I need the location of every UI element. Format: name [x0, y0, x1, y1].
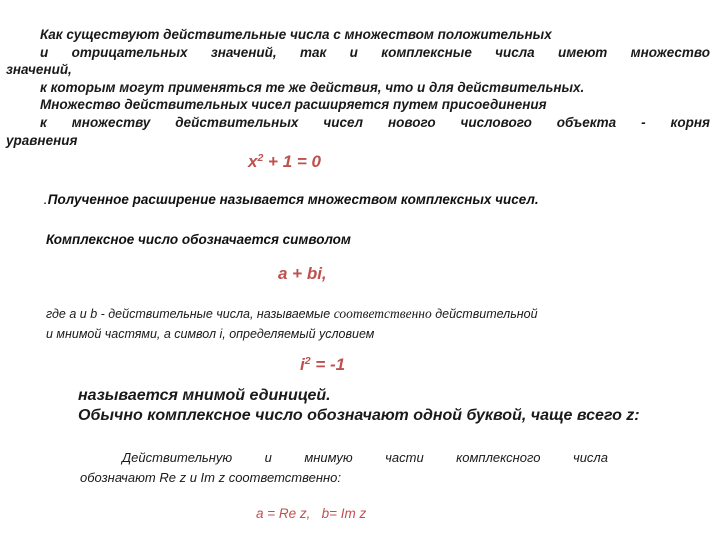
equation3-exponent: 2 — [304, 355, 311, 368]
definition-part-3: действительной — [431, 307, 538, 321]
intro-line-1: Как существуют действительные числа с множеством положительных — [40, 27, 552, 42]
intro-line-4: к которым могут применяться те же действия, что и для действительных. — [40, 79, 585, 95]
intro-paragraph — [6, 26, 710, 149]
equation-re-im: a = Re z, b= Im z — [256, 506, 367, 521]
equation-complex-form: a + bi, — [278, 264, 327, 283]
equation-imaginary-unit — [300, 355, 345, 375]
imaginary-line-2: Обычно комплексное число обозначают одной буквой, чаще всего z: — [78, 407, 640, 424]
equation1-rest: + 1 = 0 — [263, 152, 321, 171]
equation3-rest: = -1 — [310, 355, 346, 374]
intro-line-7: уравнения — [6, 132, 78, 148]
intro-line-6: к множеству действительных чисел нового числового объекта - корня — [40, 114, 710, 130]
definition-line-1 — [46, 304, 538, 324]
definition-line-2: и мнимой частями, а символ i, определяемый условием — [46, 327, 375, 341]
extension-dot: . — [44, 196, 47, 207]
intro-line-3: значений, — [6, 62, 72, 78]
intro-line-5: Множество действительных чисел расширяется путем присоединения — [40, 97, 547, 113]
parts-line-2: обозначают Re z и Im z соответственно: — [80, 470, 341, 485]
intro-line-2: и отрицательных значений, так и комплексные числа имеют множество — [40, 44, 710, 60]
imaginary-line-1: называется мнимой единицей. — [78, 387, 331, 404]
equation1-base: x — [248, 152, 258, 171]
imaginary-unit-paragraph — [78, 386, 640, 426]
parts-paragraph — [80, 448, 608, 488]
equation-x-squared — [248, 152, 321, 172]
equation1-exponent: 2 — [257, 152, 264, 165]
definition-paragraph — [46, 304, 538, 344]
extension-text: Полученное расширение называется множеством комплексных чисел. — [47, 192, 539, 207]
equation3-base: i — [300, 355, 305, 374]
definition-part-1: где a и b - действительные числа, называемые — [46, 307, 334, 321]
definition-part-2: соответственно — [333, 306, 432, 321]
extension-sentence — [44, 192, 539, 207]
parts-line-1: Действительную и мнимую части комплексного числа — [122, 450, 608, 465]
denoted-sentence: Комплексное число обозначается символом — [46, 232, 351, 247]
